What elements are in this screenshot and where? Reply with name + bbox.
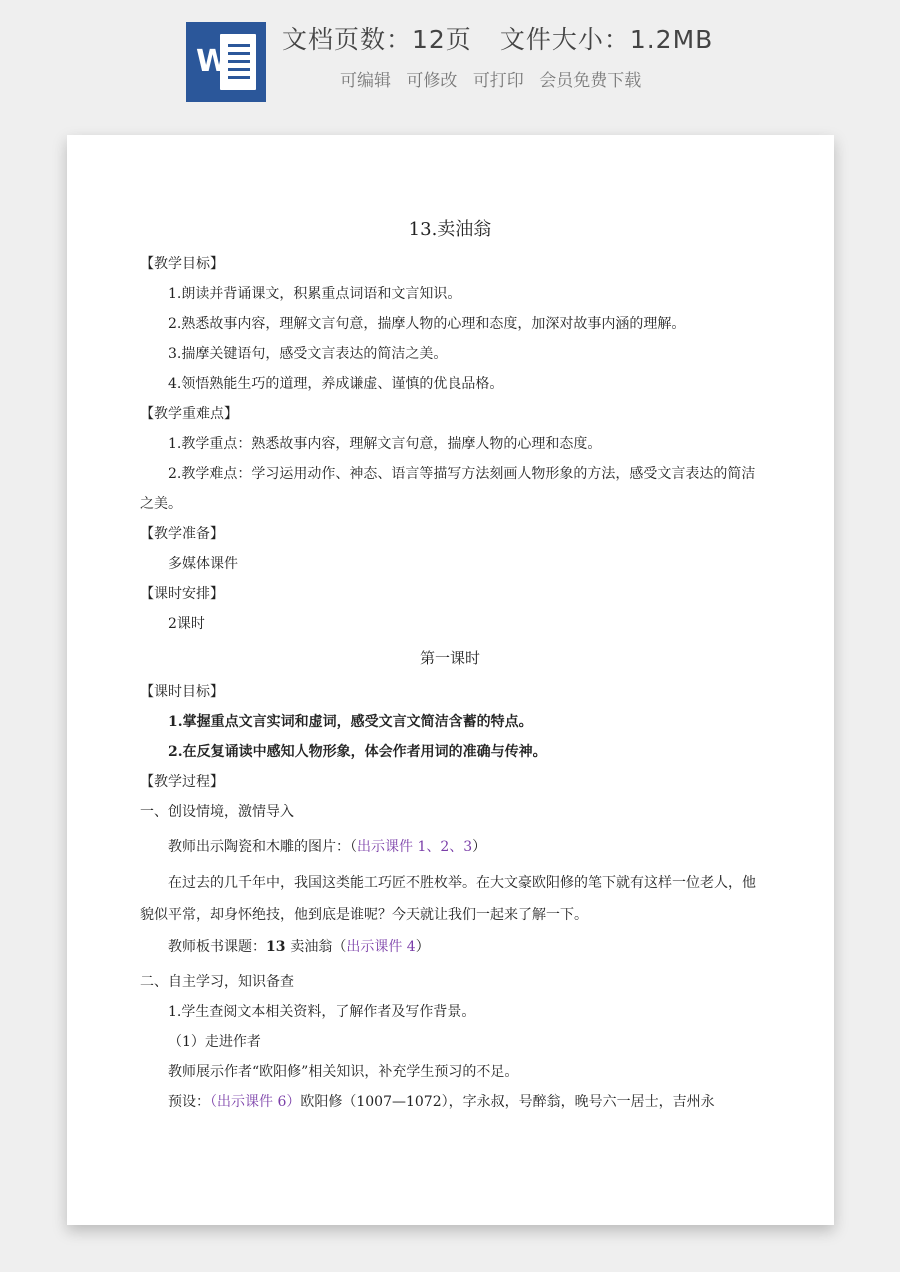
feature-printable: 可打印 [472,71,524,91]
preparation-text: 多媒体课件 [168,556,238,572]
paragraph-text: ） [415,939,430,955]
section-heading-objectives: 【教学目标】 [140,256,224,272]
word-document-icon [186,22,266,102]
document-info-header [0,0,900,120]
objective-item: 3.揣摩关键语句，感受文言表达的简洁之美。 [168,346,448,362]
part-two-heading: 二、自主学习，知识备查 [140,974,294,990]
schedule-text: 2课时 [168,616,205,632]
document-body [140,215,760,1117]
section-heading-preparation: 【教学准备】 [140,526,224,542]
paragraph-text: 预设： [168,1094,210,1110]
section-heading-process: 【教学过程】 [140,774,224,790]
paragraph-text: 教师出示陶瓷和木雕的图片：（ [168,839,357,855]
document-page [67,135,834,1225]
section-heading-key-points: 【教学重难点】 [140,406,238,422]
word-letter-icon: W [196,44,230,79]
paragraph-text: 教师板书课题： [168,939,266,955]
paragraph-text: ） [472,839,487,855]
page-count-label: 文档页数：12页 [282,25,472,54]
paragraph-text: 欧阳修（1007—1072），字永叔，号醉翁，晚号六一居士，吉州永 [300,1094,715,1110]
lesson-one-heading: 第一课时 [419,649,480,667]
courseware-reference: 出示课件 1、2、3 [357,839,473,855]
lesson-objective-item: 1.掌握重点文言实词和虚词，感受文言文简洁含蓄的特点。 [168,714,533,730]
lesson-objective-item: 2.在反复诵读中感知人物形象，体会作者用词的准确与传神。 [168,744,547,760]
paragraph-teacher-show: 教师展示作者“欧阳修”相关知识，补充学生预习的不足。 [168,1064,519,1080]
paragraph-board-title [140,931,760,963]
key-point-item: 2.教学难点：学习运用动作、神态、语言等描写方法刻画人物形象的方法，感受文言表达的简洁之美。 [140,466,756,512]
paragraph-author-subhead: （1）走进作者 [168,1034,261,1050]
objective-item: 4.领悟熟能生巧的道理，养成谦虚、谨慎的优良品格。 [168,376,504,392]
file-meta-title [282,20,713,56]
feature-editable: 可编辑 [340,71,391,91]
lesson-number: 13 [266,939,291,955]
paragraph-text: 卖油翁（ [290,939,347,955]
paragraph-research: 1.学生查阅文本相关资料，了解作者及写作背景。 [168,1004,476,1020]
part-one-heading: 一、创设情境，激情导入 [140,804,294,820]
document-title: 13.卖油翁 [408,219,492,240]
feature-modifiable: 可修改 [406,71,458,91]
objective-item: 2.熟悉故事内容，理解文言句意，揣摩人物的心理和态度，加深对故事内涵的理解。 [168,316,686,332]
feature-list [340,66,651,91]
paragraph-preset [140,1087,760,1117]
feature-free-download: 会员免费下载 [539,71,642,91]
paragraph-introduction: 在过去的几千年中，我国这类能工巧匠不胜枚举。在大文豪欧阳修的笔下就有这样一位老人，他貌似平常，却身怀绝技，他到底是谁呢？今天就让我们一起来了解一下。 [140,875,756,923]
section-heading-schedule: 【课时安排】 [140,586,224,602]
objective-item: 1.朗读并背诵课文，积累重点词语和文言知识。 [168,286,462,302]
file-size-label: 文件大小：1.2MB [499,25,714,54]
key-point-item: 1.教学重点：熟悉故事内容，理解文言句意，揣摩人物的心理和态度。 [168,436,602,452]
courseware-reference: 出示课件 4 [346,939,416,955]
courseware-reference: （出示课件 6） [210,1094,301,1110]
paragraph-show-images [140,831,760,863]
section-heading-lesson-objectives: 【课时目标】 [140,684,224,700]
